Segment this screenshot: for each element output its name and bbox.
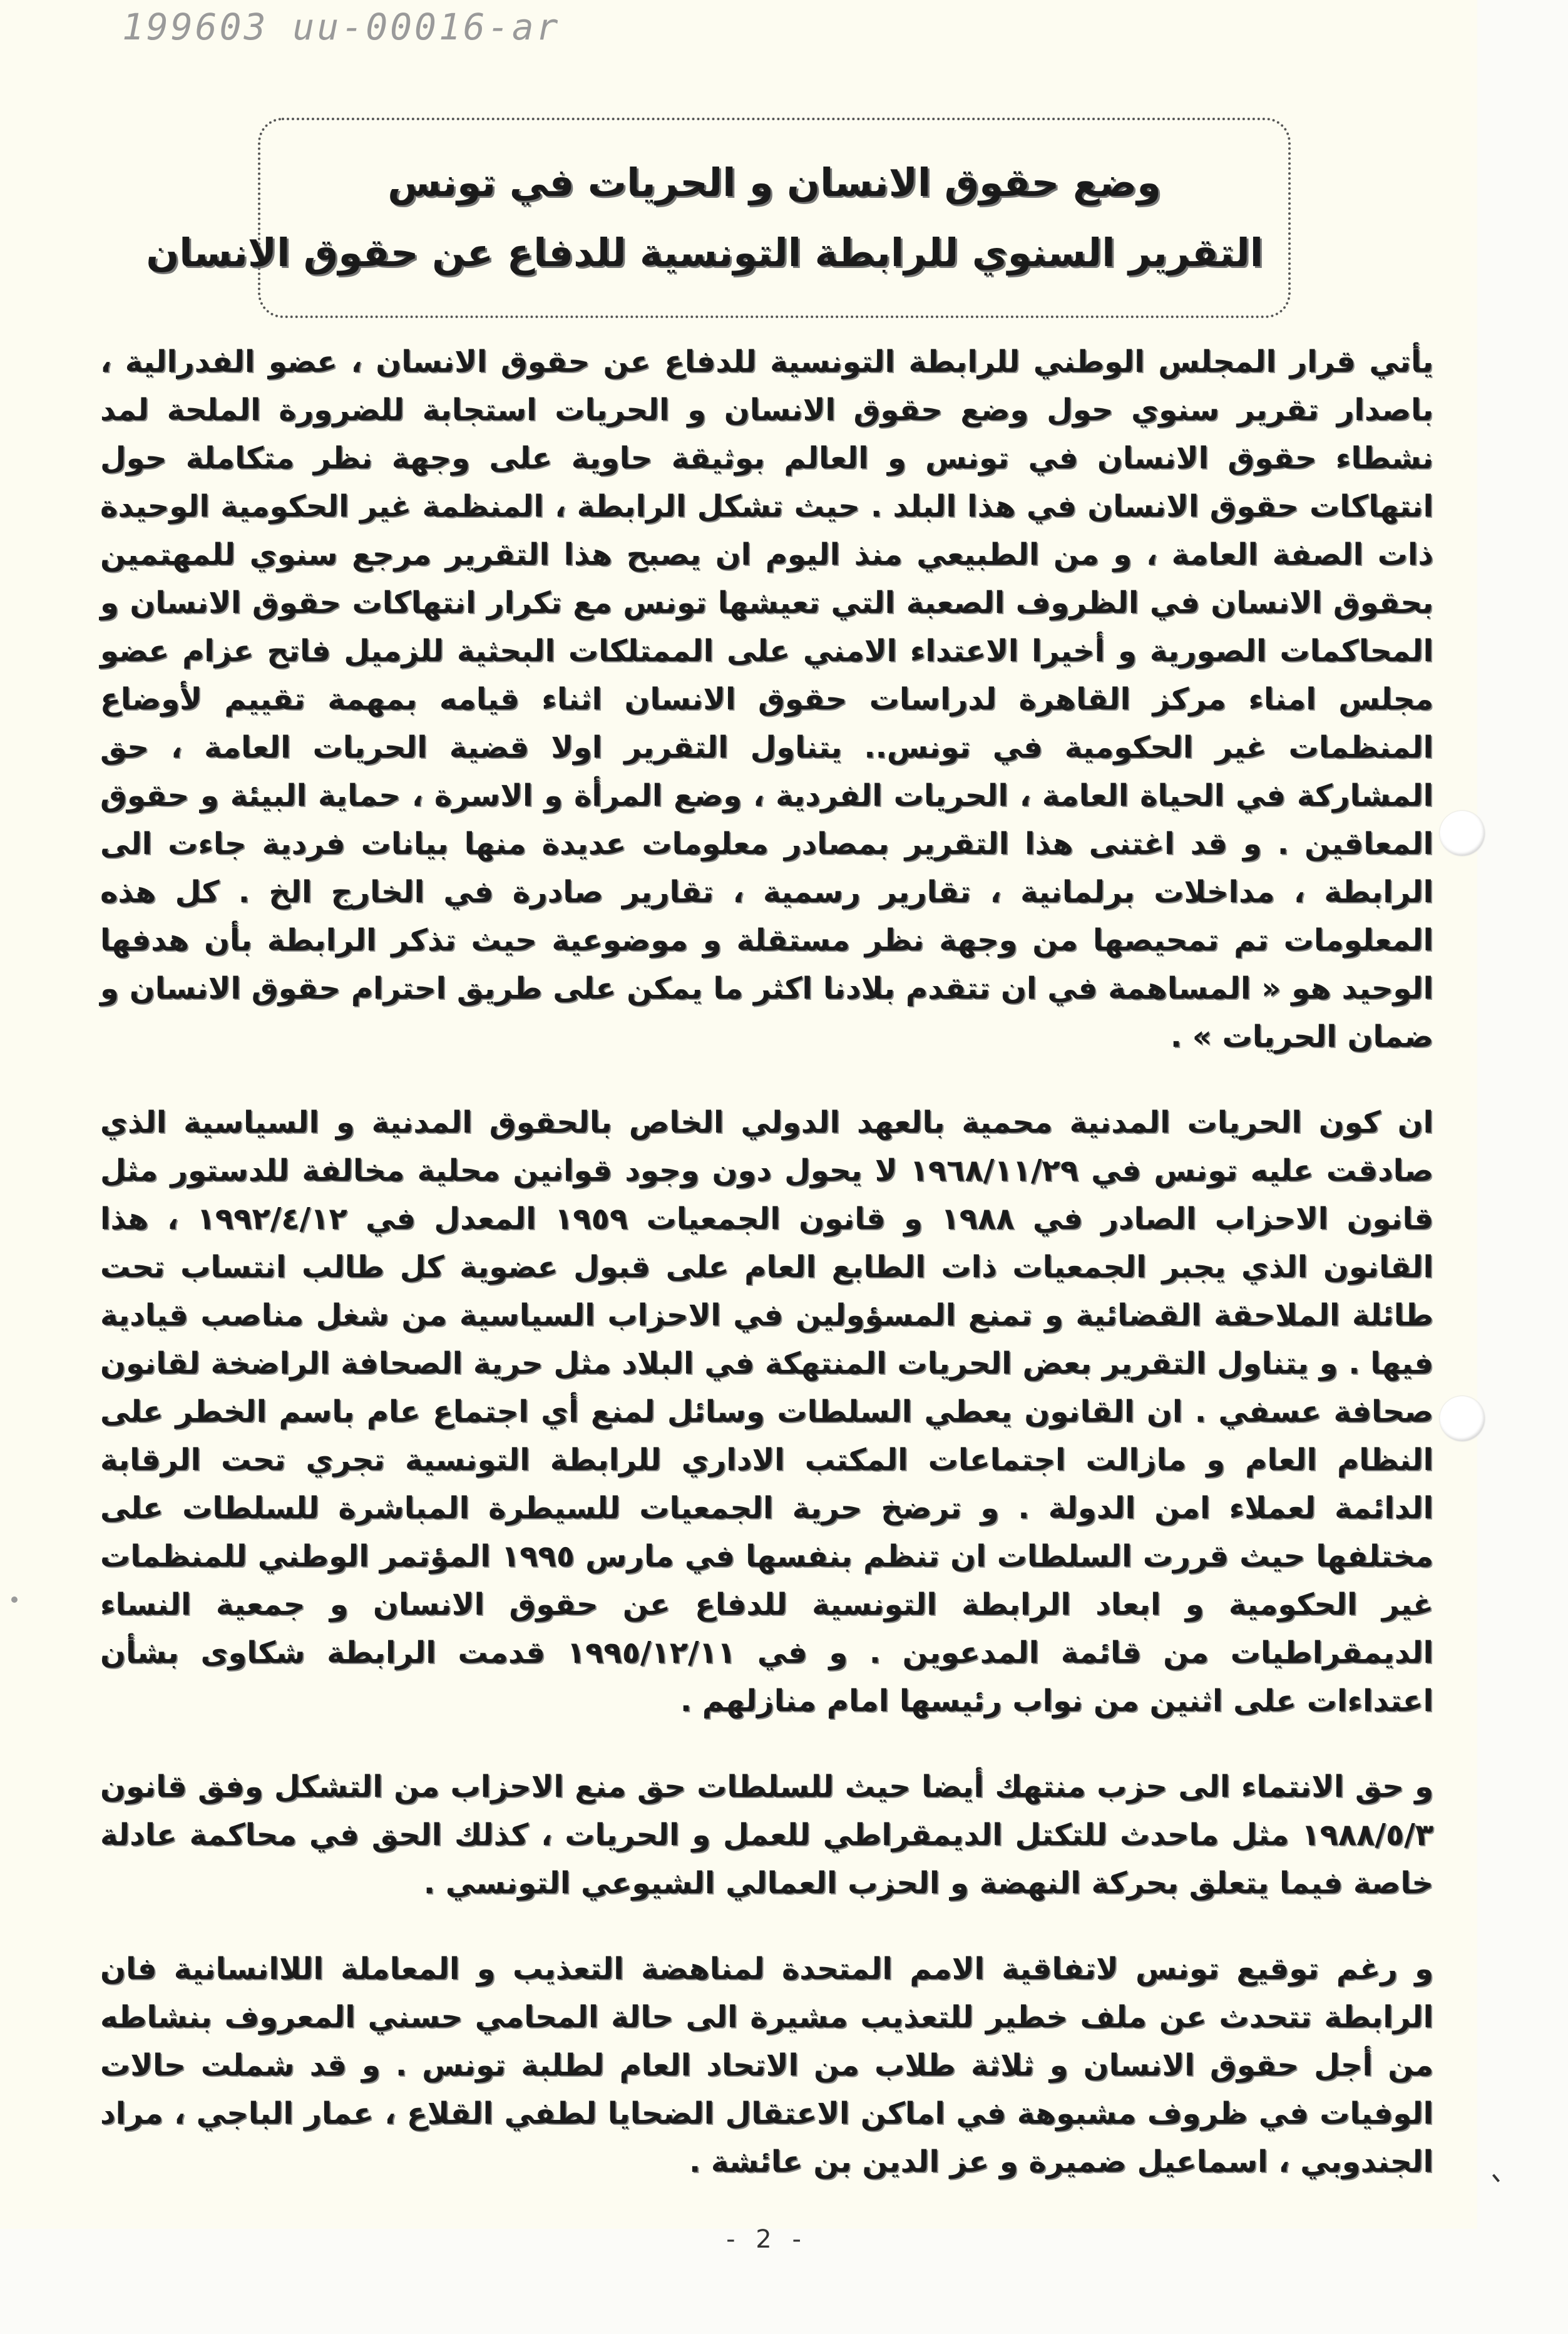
page-number: - 2 - — [726, 2225, 807, 2254]
paragraph-political-parties: و حق الانتماء الى حزب منتهك أيضا حيث للسلطات حق منع الاحزاب من التشكل وفق قانون ١٩٨٨/٥/٣ مثل ماحدث للتكتل الديمقراطي للعمل و الحريات ، كذلك الحق في محاكمة عادلة خاصة فيما يتعلق بحركة النهضة و الحزب العمالي الشيوعي التونسي . — [100, 1769, 1433, 1901]
paragraph-torture: و رغم توقيع تونس لاتفاقية الامم المتحدة لمناهضة التعذيب و المعاملة اللاانسانية فان الرابطة تتحدث عن ملف خطير للتعذيب مشيرة الى حالة المحامي حسني المعروف بنشاطه من أجل حقوق الانسان و ثلاثة طلاب من الاتحاد العام لطلبة تونس . و قد شملت حالات الوفيات في ظروف مشبوهة في اماكن الاعتقال الضحايا لطفي القلاع ، عمار الباجي ، مراد الجندوبي ، اسماعيل ضميرة و عز الدين بن عائشة . — [100, 1951, 1433, 2179]
paragraph-introduction: يأتي قرار المجلس الوطني للرابطة التونسية للدفاع عن حقوق الانسان ، عضو الفدرالية ، باصدار تقرير سنوي حول وضع حقوق الانسان و الحريات استجابة للضرورة الملحة لمد نشطاء حقوق الانسان في تونس و العالم بوثيقة حاوية على وجهة نظر متكاملة حول انتهاكات حقوق الانسان في هذا البلد . حيث تشكل الرابطة ، المنظمة غير الحكومية الوحيدة ذات الصفة العامة ، و من الطبيعي منذ اليوم ان يصبح هذا التقرير مرجع سنوي للمهتمين بحقوق الانسان في الظروف الصعبة التي تعيشها تونس مع تكرار انتهاكات حقوق الانسان و المحاكمات الصورية و أخيرا الاعتداء الامني على الممتلكات البحثية للزميل فاتح عزام عضو مجلس امناء مركز القاهرة لدراسات حقوق الانسان اثناء قيامه بمهمة تقييم لأوضاع المنظمات غير الحكومية في تونس.. يتناول التقرير اولا قضية الحريات العامة ، حق المشاركة في الحياة العامة ، الحريات الفردية ، وضع المرأة و الاسرة ، حماية البيئة و حقوق المعاقين . و قد اغتنى هذا التقرير بمصادر معلومات عديدة منها بيانات فردية جاءت الى الرابطة ، مداخلات برلمانية ، تقارير رسمية ، تقارير صادرة في الخارج الخ . كل هذه المعلومات تم تمحيصها من وجهة نظر مستقلة و موضوعية حيث تذكر الرابطة بأن هدفها الوحيد هو « المساهمة في ان تتقدم بلادنا اكثر ما يمكن على طريق احترام حقوق الانسان و ضمان الحريات » . — [100, 344, 1433, 1054]
document-title: وضع حقوق الانسان و الحريات في تونس — [387, 160, 1161, 205]
margin-speck — [11, 1596, 18, 1603]
document-body — [100, 338, 1433, 2186]
document-content — [100, 338, 1433, 2255]
punch-hole-icon — [1440, 811, 1485, 856]
paragraph-civil-liberties: ان كون الحريات المدنية محمية بالعهد الدولي الخاص بالحقوق المدنية و السياسية الذي صادقت عليه تونس في ١٩٦٨/١١/٢٩ لا يحول دون وجود قوانين محلية مخالفة للدستور مثل قانون الاحزاب الصادر في ١٩٨٨ و قانون الجمعيات ١٩٥٩ المعدل في ١٩٩٢/٤/١٢ ، هذا القانون الذي يجبر الجمعيات ذات الطابع العام على قبول عضوية كل طالب انتساب تحت طائلة الملاحقة القضائية و تمنع المسؤولين في الاحزاب السياسية من شغل مناصب قيادية فيها . و يتناول التقرير بعض الحريات المنتهكة في البلاد مثل حرية الصحافة الراضخة لقانون صحافة عسفي . ان القانون يعطي السلطات وسائل لمنع أي اجتماع عام باسم الخطر على النظام العام و مازالت اجتماعات المكتب الاداري للرابطة التونسية تجري تحت الرقابة الدائمة لعملاء امن الدولة . و ترضخ حرية الجمعيات للسيطرة المباشرة للسلطات على مختلفها حيث قررت السلطات ان تنظم بنفسها في مارس ١٩٩٥ المؤتمر الوطني للمنظمات غير الحكومية و ابعاد الرابطة التونسية للدفاع عن حقوق الانسان و جمعية النساء الديمقراطيات من قائمة المدعوين . و في ١٩٩٥/١٢/١١ قدمت الرابطة شكاوى بشأن اعتداءات على اثنين من نواب رئيسها امام منازلهم . — [100, 1105, 1434, 1719]
scan-artifact — [1492, 2174, 1500, 2182]
punch-hole-icon — [1440, 1396, 1485, 1441]
document-subtitle: التقرير السنوي للرابطة التونسية للدفاع عن حقوق الانسان — [146, 230, 1263, 275]
handwritten-archive-reference: 199603 uu-00016-ar — [122, 6, 561, 48]
title-box — [146, 118, 1291, 318]
